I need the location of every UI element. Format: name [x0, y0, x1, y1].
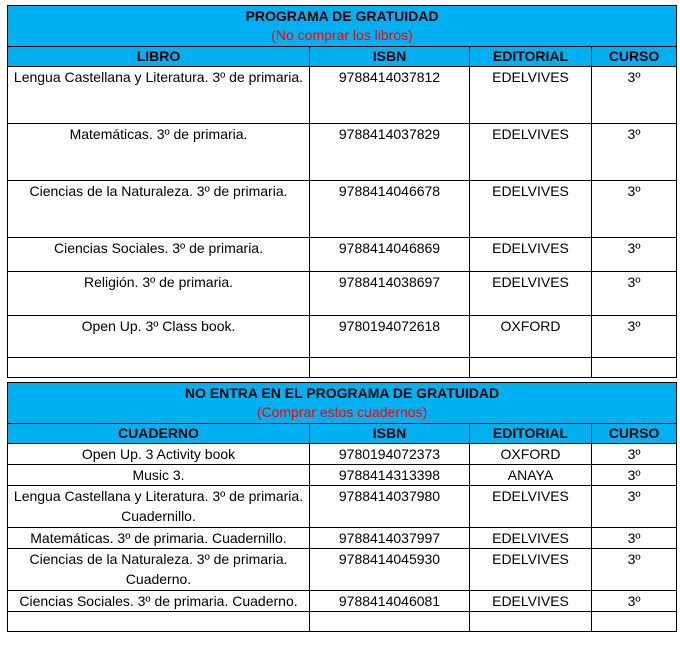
gratuidad-table: [7, 5, 677, 378]
column-header-isbn: ISBN: [310, 47, 470, 67]
book-editorial: EDELVIVES: [470, 67, 592, 124]
empty-cell: [310, 358, 470, 378]
notebook-curso: 3º: [592, 486, 677, 528]
book-isbn: 9788414037829: [310, 124, 470, 181]
table-row: [8, 591, 677, 612]
notebook-editorial: OXFORD: [470, 444, 592, 465]
table-row: [8, 528, 677, 549]
table-row: [8, 181, 677, 238]
book-editorial: EDELVIVES: [470, 124, 592, 181]
no-gratuidad-banner: [8, 383, 677, 424]
book-title: Matemáticas. 3º de primaria.: [8, 124, 310, 181]
book-editorial: OXFORD: [470, 316, 592, 358]
empty-cell: [470, 358, 592, 378]
book-curso: 3º: [592, 272, 677, 316]
notebook-editorial: EDELVIVES: [470, 549, 592, 591]
empty-cell: [592, 358, 677, 378]
no-gratuidad-title: NO ENTRA EN EL PROGRAMA DE GRATUIDAD: [184, 385, 500, 401]
book-isbn: 9780194072618: [310, 316, 470, 358]
table-row: [8, 238, 677, 272]
empty-row: [8, 358, 677, 378]
book-isbn: 9788414046869: [310, 238, 470, 272]
notebook-title: Music 3.: [8, 465, 310, 486]
table-row: [8, 465, 677, 486]
notebook-title: Open Up. 3 Activity book: [8, 444, 310, 465]
column-header-editorial: EDITORIAL: [470, 424, 592, 444]
notebook-editorial: EDELVIVES: [470, 528, 592, 549]
book-curso: 3º: [592, 67, 677, 124]
notebook-isbn: 9788414037997: [310, 528, 470, 549]
table-row: [8, 124, 677, 181]
notebook-title: Lengua Castellana y Literatura. 3º de primaria. Cuadernillo.: [8, 486, 310, 528]
notebook-editorial: EDELVIVES: [470, 591, 592, 612]
table-row: [8, 486, 677, 528]
table-row: [8, 316, 677, 358]
table-row: [8, 444, 677, 465]
column-header-isbn: ISBN: [310, 424, 470, 444]
empty-cell: [592, 612, 677, 632]
column-header-cuaderno: CUADERNO: [8, 424, 310, 444]
notebook-title: Ciencias Sociales. 3º de primaria. Cuaderno.: [8, 591, 310, 612]
notebook-isbn: 9788414045930: [310, 549, 470, 591]
book-title: Ciencias Sociales. 3º de primaria.: [8, 238, 310, 272]
book-title: Religión. 3º de primaria.: [8, 272, 310, 316]
book-title: Ciencias de la Naturaleza. 3º de primaria.: [8, 181, 310, 238]
notebook-isbn: 9780194072373: [310, 444, 470, 465]
notebook-curso: 3º: [592, 528, 677, 549]
empty-cell: [470, 612, 592, 632]
book-curso: 3º: [592, 316, 677, 358]
book-curso: 3º: [592, 238, 677, 272]
empty-cell: [310, 612, 470, 632]
gratuidad-title: PROGRAMA DE GRATUIDAD: [245, 8, 439, 24]
book-isbn: 9788414038697: [310, 272, 470, 316]
column-header-curso: CURSO: [592, 424, 677, 444]
table-row: [8, 549, 677, 591]
book-curso: 3º: [592, 181, 677, 238]
notebook-isbn: 9788414037980: [310, 486, 470, 528]
no-gratuidad-table: [7, 382, 677, 632]
table-row: [8, 67, 677, 124]
book-isbn: 9788414046678: [310, 181, 470, 238]
no-gratuidad-header-row: [8, 424, 677, 444]
notebook-editorial: ANAYA: [470, 465, 592, 486]
notebook-title: Matemáticas. 3º de primaria. Cuadernillo.: [8, 528, 310, 549]
book-editorial: EDELVIVES: [470, 238, 592, 272]
gratuidad-banner: [8, 6, 677, 47]
table-row: [8, 272, 677, 316]
column-header-curso: CURSO: [592, 47, 677, 67]
book-isbn: 9788414037812: [310, 67, 470, 124]
notebook-curso: 3º: [592, 549, 677, 591]
no-gratuidad-subtitle: (Comprar estos cuadernos): [256, 404, 428, 420]
notebook-isbn: 9788414046081: [310, 591, 470, 612]
gratuidad-header-row: [8, 47, 677, 67]
book-title: Lengua Castellana y Literatura. 3º de primaria.: [8, 67, 310, 124]
notebook-curso: 3º: [592, 465, 677, 486]
notebook-editorial: EDELVIVES: [470, 486, 592, 528]
empty-cell: [8, 612, 310, 632]
column-header-libro: LIBRO: [8, 47, 310, 67]
gratuidad-subtitle: (No comprar los libros): [271, 27, 413, 43]
book-editorial: EDELVIVES: [470, 272, 592, 316]
book-editorial: EDELVIVES: [470, 181, 592, 238]
notebook-curso: 3º: [592, 444, 677, 465]
notebook-isbn: 9788414313398: [310, 465, 470, 486]
empty-cell: [8, 358, 310, 378]
book-title: Open Up. 3º Class book.: [8, 316, 310, 358]
empty-row: [8, 612, 677, 632]
notebook-title: Ciencias de la Naturaleza. 3º de primaria. Cuaderno.: [8, 549, 310, 591]
column-header-editorial: EDITORIAL: [470, 47, 592, 67]
notebook-curso: 3º: [592, 591, 677, 612]
book-curso: 3º: [592, 124, 677, 181]
